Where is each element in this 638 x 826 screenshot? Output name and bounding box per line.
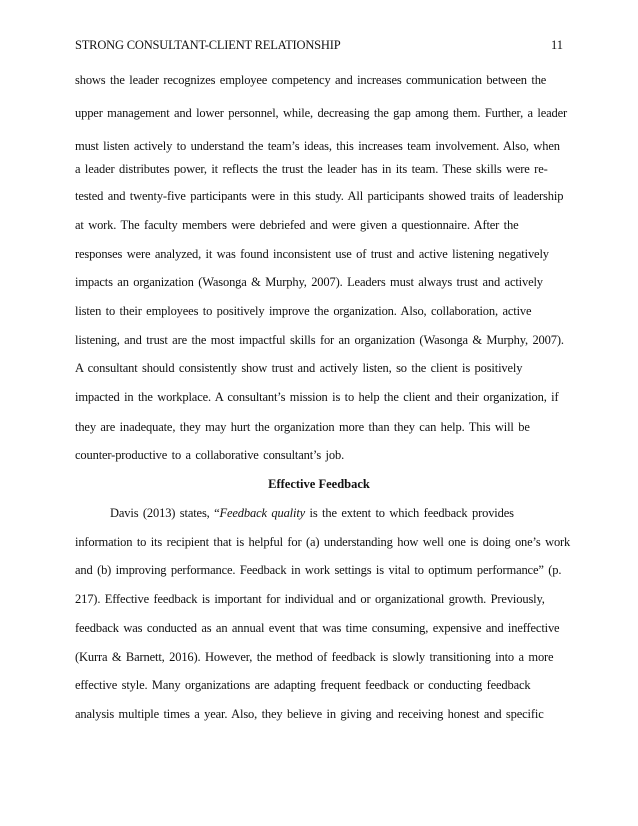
body-text-line: 217). Effective feedback is important for individual and or organizational growth. Previously, (75, 592, 545, 606)
body-text-line: listen to their employees to positively improve the organization. Also, collaboration, active (75, 304, 532, 318)
body-text-line: A consultant should consistently show trust and actively listen, so the client is positively (75, 361, 523, 375)
body-text-line: at work. The faculty members were debriefed and were given a questionnaire. After the (75, 218, 519, 232)
body-text-line: impacted in the workplace. A consultant’s mission is to help the client and their organization, if (75, 390, 559, 404)
running-head-title: STRONG CONSULTANT-CLIENT RELATIONSHIP (75, 38, 341, 52)
body-text-line: shows the leader recognizes employee competency and increases communication between the (75, 73, 547, 87)
body-text-line: upper management and lower personnel, while, decreasing the gap among them. Further, a leader (75, 106, 568, 120)
body-text-segment: Davis (2013) states, “ (110, 506, 220, 520)
body-text-segment: is the extent to which feedback provides (305, 506, 514, 520)
section-heading: Effective Feedback (268, 477, 370, 491)
body-text-line: feedback was conducted as an annual event that was time consuming, expensive and ineffective (75, 621, 560, 635)
body-text-line: listening, and trust are the most impactful skills for an organization (Wasonga & Murphy, 2007). (75, 333, 564, 347)
body-text-line: tested and twenty-five participants were in this study. All participants showed traits of leadership (75, 189, 564, 203)
body-text-line: responses were analyzed, it was found inconsistent use of trust and active listening negatively (75, 247, 549, 261)
body-text-line: analysis multiple times a year. Also, they believe in giving and receiving honest and specific (75, 707, 544, 721)
running-head (75, 36, 563, 54)
page-number: 11 (550, 38, 563, 52)
italic-term: Feedback quality (219, 506, 306, 520)
body-text-line: a leader distributes power, it reflects the trust the leader has in its team. These skills were re- (75, 162, 548, 176)
body-text-line: (Kurra & Barnett, 2016). However, the method of feedback is slowly transitioning into a more (75, 650, 554, 664)
body-text-line: must listen actively to understand the team’s ideas, this increases team involvement. Also, when (75, 139, 560, 153)
body-text-line: impacts an organization (Wasonga & Murphy, 2007). Leaders must always trust and actively (75, 275, 543, 289)
body-text-line: and (b) improving performance. Feedback in work settings is vital to optimum performance” (p. (75, 563, 562, 577)
body-text-line (110, 504, 514, 522)
body-text-line: counter-productive to a collaborative consultant’s job. (75, 448, 345, 462)
body-text-line: they are inadequate, they may hurt the organization more than they can help. This will be (75, 420, 530, 434)
body-text-line: effective style. Many organizations are adapting frequent feedback or conducting feedback (75, 678, 531, 692)
body-text-line: information to its recipient that is helpful for (a) understanding how well one is doing one’s work (75, 535, 571, 549)
